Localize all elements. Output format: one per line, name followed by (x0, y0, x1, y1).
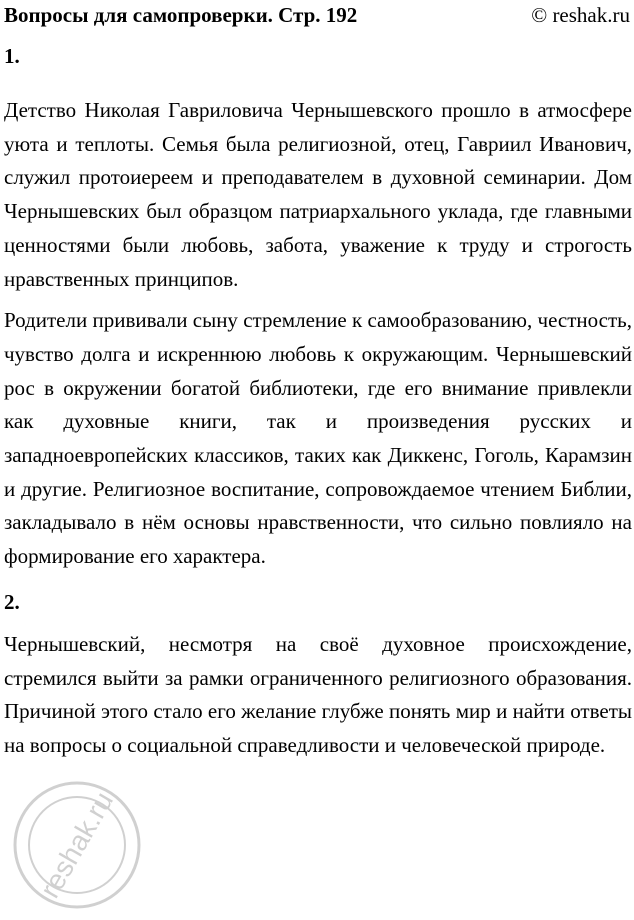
watermark-logo (2, 770, 152, 920)
watermark-text: reshak.ru (33, 786, 120, 904)
answer-1-paragraph-1: Детство Николая Гавриловича Чернышевского прошло в атмосфере уюта и теплоты. Семья была религиозной, отец, Гавриил Иванович, служил протоиереем и преподавателем в духовной семинарии. Дом Чернышевских был образцом патриархального уклада, где главными ценностями были любовь, забота, уважение к труду и строгость нравственных принципов. (4, 98, 632, 291)
answer-1-paragraph-2: Родители прививали сыну стремление к самообразованию, честность, чувство долга и искреннюю любовь к окружающим. Чернышевский рос в окружении богатой библиотеки, где его внимание привлекли как духовные книги, так и произведения русских и западноевропейских классиков, таких как Диккенс, Гоголь, Карамзин и другие. Религиозное воспитание, сопровождаемое чтением Библии, закладывало в нём основы нравственности, что сильно повлияло на формирование его характера. (4, 308, 632, 569)
page-title: Вопросы для самопроверки. Стр. 192 (4, 3, 358, 27)
question-number-2: 2. (4, 589, 20, 614)
question-number-1: 1. (4, 44, 20, 68)
site-credit: © reshak.ru (531, 3, 630, 27)
document-body (4, 40, 632, 771)
page-header (4, 0, 630, 30)
answer-2-paragraph-1: Чернышевский, несмотря на своё духовное происхождение, стремился выйти за рамки ограниченного религиозного образования. Причиной этого стало его желание глубже понять мир и найти ответы на вопросы о социальной справедливости и человеческой природе. (4, 631, 632, 757)
